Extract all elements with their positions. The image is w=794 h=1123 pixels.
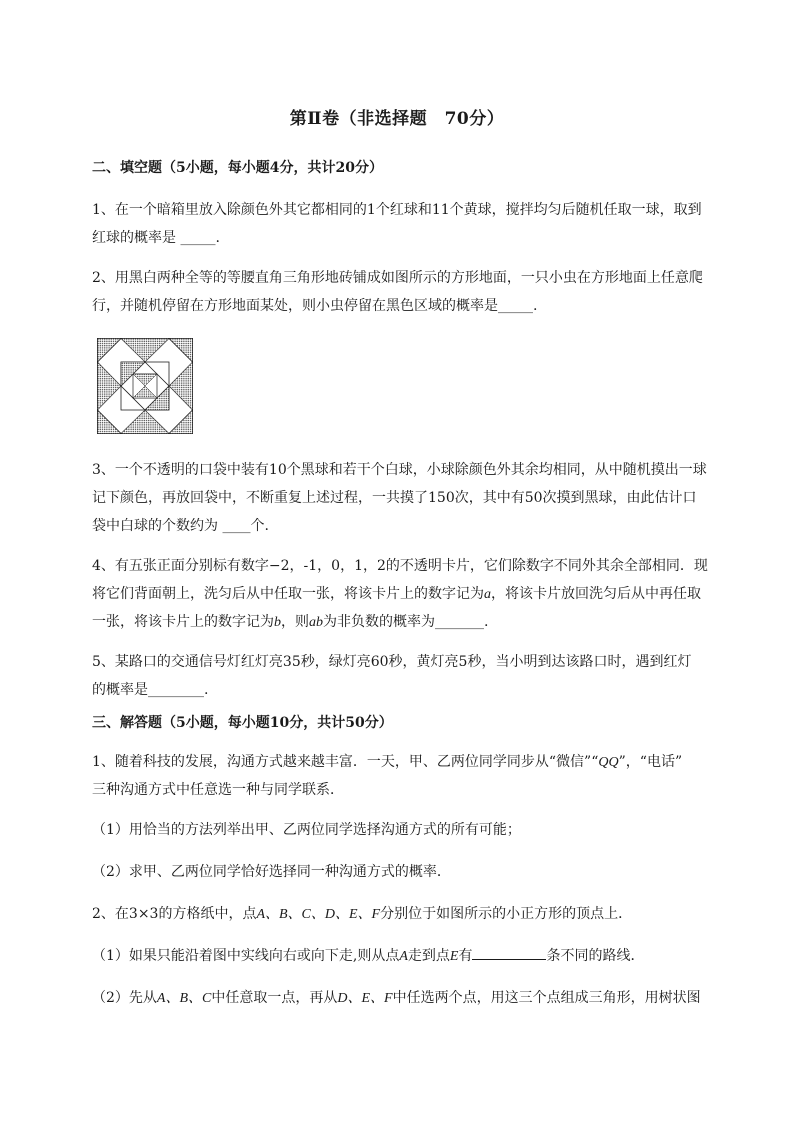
variable-points-abc: A、B、C <box>156 991 212 1006</box>
solve-question-2-text: 有 <box>458 948 473 964</box>
solve-question-2-text: （2）先从 <box>92 990 157 1006</box>
page-title: 第Ⅱ卷（非选择题 70分） <box>289 109 505 129</box>
variable-b: b <box>274 615 281 630</box>
section-heading-fill-blank: 二、填空题（5小题，每小题4分，共计20分） <box>92 160 383 176</box>
variable-points-def: D、E、F <box>337 991 393 1006</box>
solve-question-2-sub-2 <box>92 984 742 1013</box>
variable-e-point: E <box>449 949 459 964</box>
question-4-text: 一张，将该卡片上的数字记为 <box>92 614 274 630</box>
solve-question-1-line-2: 三种沟通方式中任意选一种与同学联系． <box>92 782 344 798</box>
solve-question-2-text: 条不同的路线． <box>546 948 645 964</box>
solve-question-2-text: （1）如果只能沿着图中实线向右或向下走,则从点 <box>92 948 400 964</box>
solve-question-2-text: 中任意取一点，再从 <box>211 990 338 1006</box>
solve-question-1-text: 1、随着科技的发展，沟通方式越来越丰富．一天，甲、乙两位同学同步从“微信”“ <box>92 754 599 770</box>
solve-question-2-sub-1 <box>92 942 742 971</box>
solve-question-2-line-1 <box>92 900 742 929</box>
question-2-line-1: 2、用黑白两种全等的等腰直角三角形地砖铺成如图所示的方形地面，一只小虫在方形地面上任意爬 <box>92 270 703 286</box>
solve-question-1-line-1 <box>92 748 742 777</box>
question-5-line-2: 的概率是________. <box>92 682 209 698</box>
variable-ab: ab <box>309 615 323 630</box>
solve-question-2-text: 中任选两个点，用这三个点组成三角形，用树状图 <box>392 990 701 1006</box>
tile-floor-figure <box>97 338 193 434</box>
solve-question-2-text: 走到点 <box>407 948 450 964</box>
solve-question-2-text: 2、在3×3的方格纸中，点 <box>92 906 257 922</box>
variable-a-point: A <box>399 949 408 964</box>
question-3-line-3: 袋中白球的个数约为 ____个. <box>92 518 269 534</box>
question-4-text: ，将该卡片放回洗匀后从中再任取 <box>491 586 701 602</box>
variable-points: A、B、C、D、E、F <box>256 907 381 922</box>
question-3-line-2: 记下颜色，再放回袋中，不断重复上述过程，一共摸了150次，其中有50次摸到黑球，由此估计口 <box>92 490 697 506</box>
solve-question-2-text: 分别位于如图所示的小正方形的顶点上． <box>380 906 633 922</box>
answer-blank <box>472 943 546 960</box>
section-heading-solve: 三、解答题（5小题，每小题10分，共计50分） <box>92 715 393 731</box>
variable-a: a <box>484 587 491 602</box>
question-3-line-1: 3、一个不透明的口袋中装有10个黑球和若干个白球，小球除颜色外其余均相同，从中随机摸出一球 <box>92 462 707 478</box>
question-4-line-3 <box>92 608 742 637</box>
question-4-text: 将它们背面朝上，洗匀后从中任取一张，将该卡片上的数字记为 <box>92 586 484 602</box>
question-4-line-2 <box>92 580 742 609</box>
variable-qq: QQ <box>598 755 619 770</box>
question-4-text: ，则 <box>281 614 309 630</box>
solve-question-1-sub-1: （1）用恰当的方法列举出甲、乙两位同学选择沟通方式的所有可能； <box>92 822 521 838</box>
solve-question-1-text: ”，“电话” <box>618 754 683 770</box>
question-1-line-1: 1、在一个暗箱里放入除颜色外其它都相同的1个红球和11个黄球，搅拌均匀后随机任取一球，取到 <box>92 202 702 218</box>
question-4-text: 为非负数的概率为_______. <box>323 614 489 630</box>
question-4-line-1: 4、有五张正面分别标有数字−2，-1，0，1，2的不透明卡片，它们除数字不同外其余全部相同．现 <box>92 558 708 574</box>
question-2-line-2: 行，并随机停留在方形地面某处，则小虫停留在黑色区域的概率是_____. <box>92 298 538 314</box>
question-5-line-1: 5、某路口的交通信号灯红灯亮35秒，绿灯亮60秒，黄灯亮5秒，当小明到达该路口时，遇到红灯 <box>92 654 692 670</box>
question-1-line-2: 红球的概率是 _____. <box>92 230 220 246</box>
solve-question-1-sub-2: （2）求甲、乙两位同学恰好选择同一种沟通方式的概率． <box>92 864 451 880</box>
